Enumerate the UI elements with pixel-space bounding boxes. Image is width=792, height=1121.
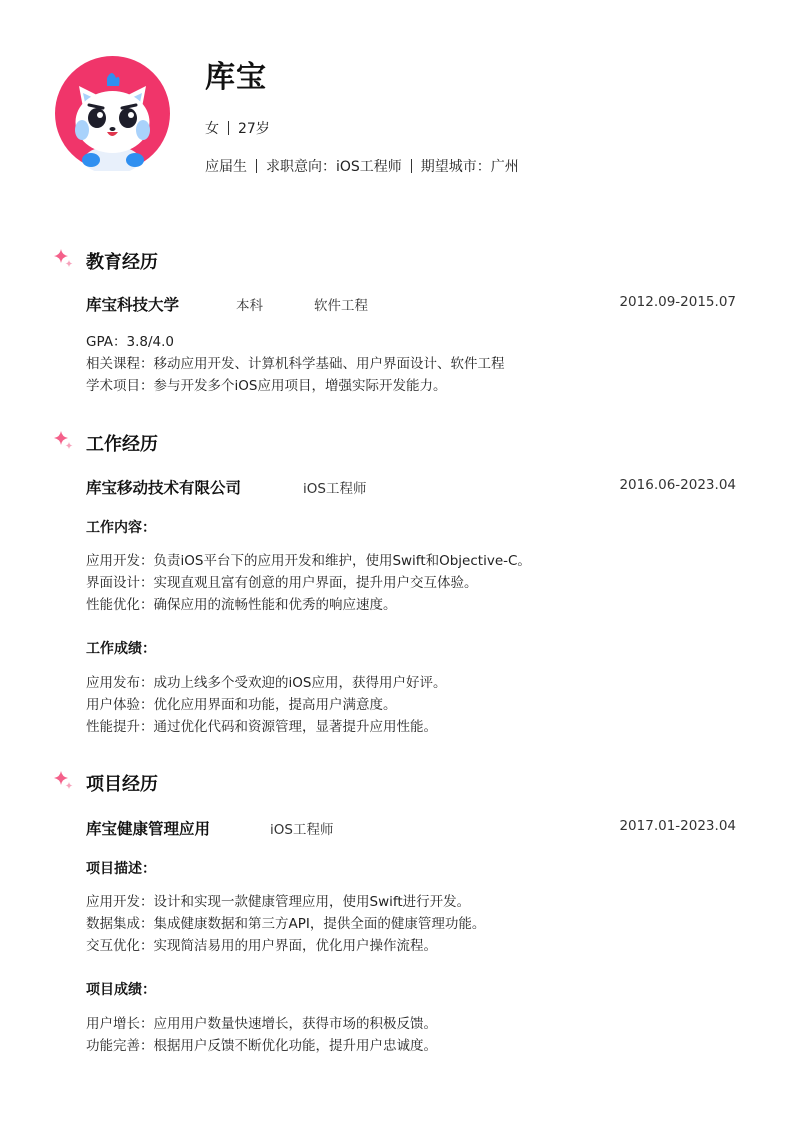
target-city: 期望城市：广州 — [420, 159, 519, 175]
list-item: 用户增长：应用用户数量快速增长，获得市场的积极反馈。 — [86, 1016, 437, 1032]
basic-info — [205, 118, 270, 138]
work-achievements-title: 工作成绩： — [86, 641, 156, 657]
project-results-title: 项目成绩： — [86, 982, 156, 998]
section-title-work: 工作经历 — [86, 434, 158, 455]
project-results-list — [86, 1013, 437, 1057]
list-item: 用户体验：优化应用界面和功能，提高用户满意度。 — [86, 697, 397, 713]
list-item: 应用开发：负责iOS平台下的应用开发和维护，使用Swift和Objective-C。 — [86, 553, 531, 569]
age: 27岁 — [238, 121, 270, 137]
job-role: iOS工程师 — [303, 481, 367, 497]
list-item: 学术项目：参与开发多个iOS应用项目，增强实际开发能力。 — [86, 378, 447, 394]
major: 软件工程 — [314, 298, 368, 314]
project-name: 库宝健康管理应用 — [86, 820, 211, 838]
sparkle-icon — [53, 770, 75, 792]
cat-mascot-icon — [55, 56, 170, 171]
gender: 女 — [205, 121, 219, 137]
section-title-project: 项目经历 — [86, 774, 158, 795]
sparkle-icon — [53, 430, 75, 452]
project-period: 2017.01-2023.04 — [619, 818, 736, 834]
list-item: 功能完善：根据用户反馈不断优化功能，提升用户忠诚度。 — [86, 1038, 437, 1054]
avatar — [55, 56, 170, 171]
education-details — [86, 331, 505, 397]
work-content-title: 工作内容： — [86, 520, 156, 536]
education-period: 2012.09-2015.07 — [619, 294, 736, 310]
divider — [228, 121, 229, 135]
candidate-name: 库宝 — [205, 60, 267, 95]
list-item: 应用开发：设计和实现一款健康管理应用，使用Swift进行开发。 — [86, 894, 471, 910]
degree: 本科 — [236, 298, 263, 314]
section-title-education: 教育经历 — [86, 252, 158, 273]
list-item: 相关课程：移动应用开发、计算机科学基础、用户界面设计、软件工程 — [86, 356, 505, 372]
job-intent: 求职意向：iOS工程师 — [266, 159, 402, 175]
list-item: GPA：3.8/4.0 — [86, 334, 174, 350]
school-name: 库宝科技大学 — [86, 296, 180, 314]
work-achievements-list — [86, 672, 446, 738]
list-item: 交互优化：实现简洁易用的用户界面，优化用户操作流程。 — [86, 938, 437, 954]
status: 应届生 — [205, 159, 247, 175]
list-item: 性能优化：确保应用的流畅性能和优秀的响应速度。 — [86, 597, 397, 613]
project-desc-title: 项目描述： — [86, 861, 156, 877]
divider — [411, 159, 412, 173]
divider — [256, 159, 257, 173]
project-role: iOS工程师 — [270, 822, 334, 838]
list-item: 性能提升：通过优化代码和资源管理，显著提升应用性能。 — [86, 719, 437, 735]
job-info — [205, 156, 519, 176]
sparkle-icon — [53, 248, 75, 270]
project-desc-list — [86, 891, 485, 957]
company-name: 库宝移动技术有限公司 — [86, 479, 242, 497]
list-item: 数据集成：集成健康数据和第三方API，提供全面的健康管理功能。 — [86, 916, 486, 932]
work-content-list — [86, 550, 531, 616]
list-item: 应用发布：成功上线多个受欢迎的iOS应用，获得用户好评。 — [86, 675, 447, 691]
work-period: 2016.06-2023.04 — [619, 477, 736, 493]
list-item: 界面设计：实现直观且富有创意的用户界面，提升用户交互体验。 — [86, 575, 478, 591]
